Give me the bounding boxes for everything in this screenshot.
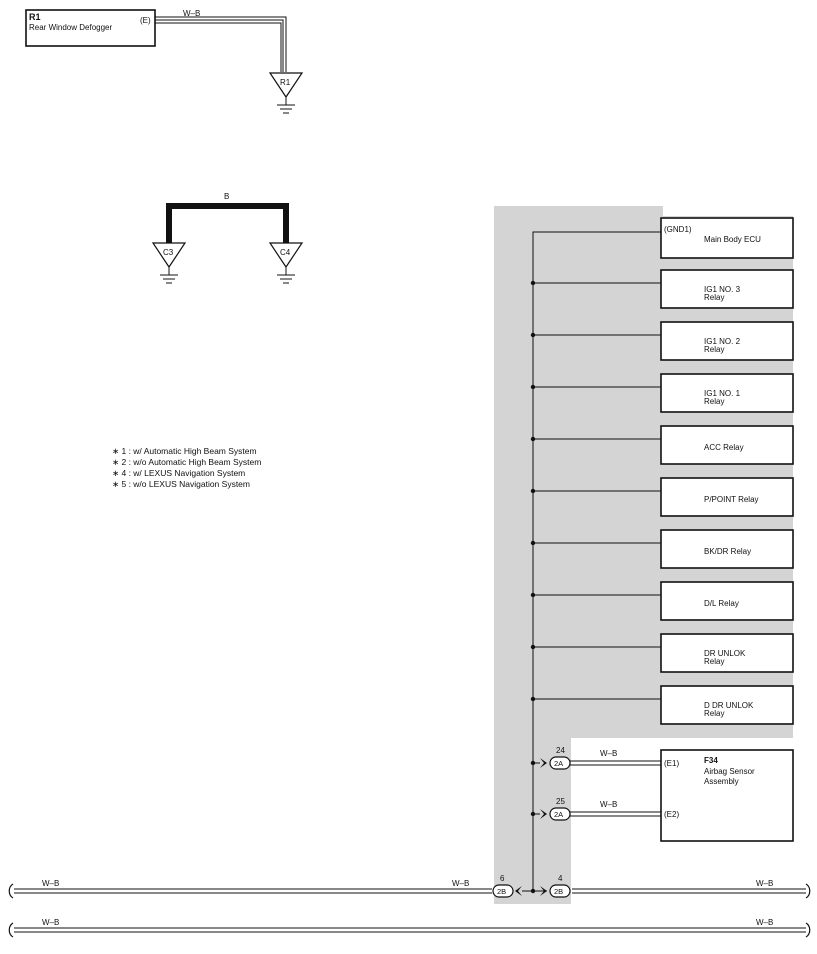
r1-name: Rear Window Defogger [29, 23, 113, 32]
relay-name: BK/DR Relay [704, 547, 752, 556]
splice-point [531, 697, 535, 701]
conn-right-label: 2B [554, 887, 564, 896]
relay-suffix: Relay [704, 345, 725, 354]
c4-ground-symbol [270, 243, 302, 283]
conn2-label: 2A [554, 810, 564, 819]
relay-suffix: Relay [704, 709, 725, 718]
r1-component [26, 10, 155, 46]
lower-left-wire-label: W–B [42, 918, 60, 927]
airbag-name-1: Airbag Sensor [704, 767, 755, 776]
r1-ground-symbol [270, 73, 302, 113]
main-body-ecu [661, 218, 793, 258]
ground-pair-wire [169, 206, 286, 243]
footnote-list [112, 446, 261, 490]
c4-ground-label: C4 [280, 248, 291, 257]
relay-suffix: Relay [704, 397, 725, 406]
relay-name: P/POINT Relay [704, 495, 759, 504]
r1-code: R1 [29, 12, 41, 22]
relay-name: IG1 NO. 1 [704, 389, 741, 398]
ecu-pin: (GND1) [664, 225, 692, 234]
r1-wire [155, 20, 283, 72]
relay-name: IG1 NO. 3 [704, 285, 741, 294]
bottom-mid-wire-label: W–B [452, 879, 470, 888]
footnote: ∗ 2 : w/o Automatic High Beam System [112, 457, 262, 467]
splice-point [531, 437, 535, 441]
footnote: ∗ 1 : w/ Automatic High Beam System [112, 446, 257, 456]
conn-left-label: 2B [497, 887, 507, 896]
splice-point [531, 385, 535, 389]
footnote: ∗ 4 : w/ LEXUS Navigation System [112, 468, 246, 478]
c3-ground-label: C3 [163, 248, 174, 257]
relay-suffix: Relay [704, 293, 725, 302]
splice-point [531, 489, 535, 493]
airbag-pin-1: (E1) [664, 759, 680, 768]
c3-ground-symbol [153, 243, 185, 283]
conn-right-number: 4 [558, 874, 563, 883]
conn1-label: 2A [554, 759, 564, 768]
splice-point [531, 593, 535, 597]
relay-name: DR UNLOK [704, 649, 746, 658]
splice-point [531, 281, 535, 285]
splice-point [531, 541, 535, 545]
relay-name: ACC Relay [704, 443, 744, 452]
airbag-name-2: Assembly [704, 777, 739, 786]
splice-point [531, 645, 535, 649]
airbag-wire-2-label: W–B [600, 800, 618, 809]
lower-right-wire-label: W–B [756, 918, 774, 927]
footnote: ∗ 5 : w/o LEXUS Navigation System [112, 479, 250, 489]
ecu-name: Main Body ECU [704, 235, 761, 244]
relay-name: D DR UNLOK [704, 701, 754, 710]
r1-wire-label: W–B [183, 9, 201, 18]
airbag-pin-2: (E2) [664, 810, 680, 819]
relay-name: IG1 NO. 2 [704, 337, 741, 346]
airbag-sensor-assembly [661, 750, 793, 841]
relay-suffix: Relay [704, 657, 725, 666]
conn-left-number: 6 [500, 874, 505, 883]
bottom-left-wire-label: W–B [42, 879, 60, 888]
ground-pair-wire-label: B [224, 192, 230, 201]
conn1-number: 24 [556, 746, 565, 755]
conn2-number: 25 [556, 797, 565, 806]
splice-point [531, 333, 535, 337]
r1-ground-label: R1 [280, 78, 291, 87]
airbag-code: F34 [704, 756, 718, 765]
airbag-wire-1-label: W–B [600, 749, 618, 758]
bottom-right-wire-label: W–B [756, 879, 774, 888]
r1-pin: (E) [140, 16, 151, 25]
relay-name: D/L Relay [704, 599, 739, 608]
